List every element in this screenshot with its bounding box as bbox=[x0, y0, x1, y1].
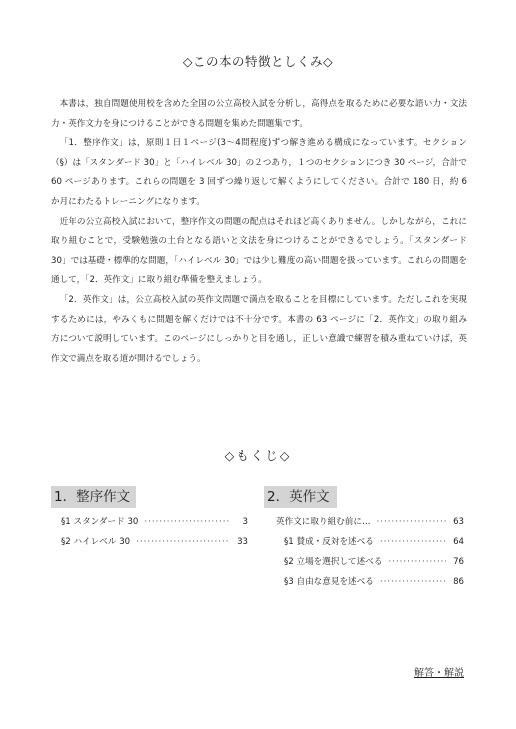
leader-dots bbox=[377, 517, 446, 527]
toc-item-label: §1 賛成・反対を述べる bbox=[284, 537, 374, 547]
toc-title: ◇もくじ◇ bbox=[224, 448, 292, 463]
leader-dots bbox=[380, 577, 446, 587]
toc-item-label: 英作文に取り組む前に… bbox=[276, 517, 371, 527]
toc-item-label: §2 立場を選択して述べる bbox=[284, 557, 383, 567]
intro-paragraph: 本書は，独自問題使用校を含めた全国の公立高校入試を分析し，高得点を取るために必要な語い力・文法力・英作文力を身につけることができる問題を集めた問題集です。 bbox=[51, 99, 467, 129]
toc-section-header-seijo[interactable]: 1．整序作文 bbox=[51, 486, 136, 508]
toc-section-header-eisakubun[interactable]: 2．英作文 bbox=[264, 486, 337, 508]
leader-dots bbox=[144, 517, 230, 527]
toc-item-page: 76 bbox=[453, 557, 464, 567]
toc-item-page: 64 bbox=[453, 537, 464, 547]
intro-paragraph: 「2．英作文」は，公立高校入試の英作文問題で満点を取ることを目標にしています。ただしこれを実現するためには，やみくもに問題を解くだけでは不十分です。本書の 63 ページに「2．英作文」の取り組み方について説明しています。このページにしっかりと目を通し，正しい意識で練習を積み重ねていけば，英作文で満点を取る道が開けるでしょう。 bbox=[51, 294, 467, 364]
toc-item-page: 33 bbox=[237, 537, 248, 547]
intro-paragraph: 近年の公立高校入試において，整序作文の問題の配点はそれほど高くありません。しかしながら，これに取り組むことで，受験勉強の土台となる語いと文法を身につけることができるでしょう。「スタンダード 30」では基礎・標準的な問題，「ハイレベル 30」では少し難度の高い問題を扱っています。これらの問題を通して，「2．英作文」に取り組む準備を整えましょう。 bbox=[51, 216, 467, 286]
toc-item-choose-position[interactable] bbox=[276, 555, 464, 575]
leader-dots bbox=[136, 537, 230, 547]
toc-item-page: 86 bbox=[453, 577, 464, 587]
toc-item-standard30[interactable] bbox=[61, 515, 248, 535]
toc-item-label: §2 ハイレベル 30 bbox=[61, 537, 131, 547]
toc-item-intro[interactable] bbox=[276, 515, 464, 535]
toc-item-page: 63 bbox=[453, 517, 464, 527]
toc-item-free-opinion[interactable] bbox=[276, 575, 464, 595]
toc-item-agree-disagree[interactable] bbox=[276, 535, 464, 555]
toc-item-label: §1 スタンダード 30 bbox=[61, 517, 139, 527]
toc-list-seijo bbox=[61, 515, 248, 555]
toc-list-eisakubun bbox=[276, 515, 464, 595]
page-title: ◇この本の特徴としくみ◇ bbox=[182, 54, 334, 69]
leader-dots bbox=[380, 537, 446, 547]
leader-dots bbox=[388, 557, 446, 567]
intro-paragraph: 「1．整序作文」は，原則１日１ページ(3～4問程度)ずつ解き進める構成になっています。セクション（§）は「スタンダード 30」と「ハイレベル 30」の２つあり，１つのセクションにつき 30 ページ，合計で 60 ページあります。これらの問題を 3 回ずつ繰り返して解くようにしてください。合計で 180 日，約 6 か月にわたるトレーニングになります。 bbox=[51, 138, 468, 207]
toc-item-page: 3 bbox=[242, 517, 248, 527]
answers-link[interactable]: 解答・解説 bbox=[414, 668, 464, 679]
toc-item-label: §3 自由な意見を述べる bbox=[284, 577, 374, 587]
intro-text bbox=[51, 95, 467, 369]
toc-item-highlevel30[interactable] bbox=[61, 535, 248, 555]
